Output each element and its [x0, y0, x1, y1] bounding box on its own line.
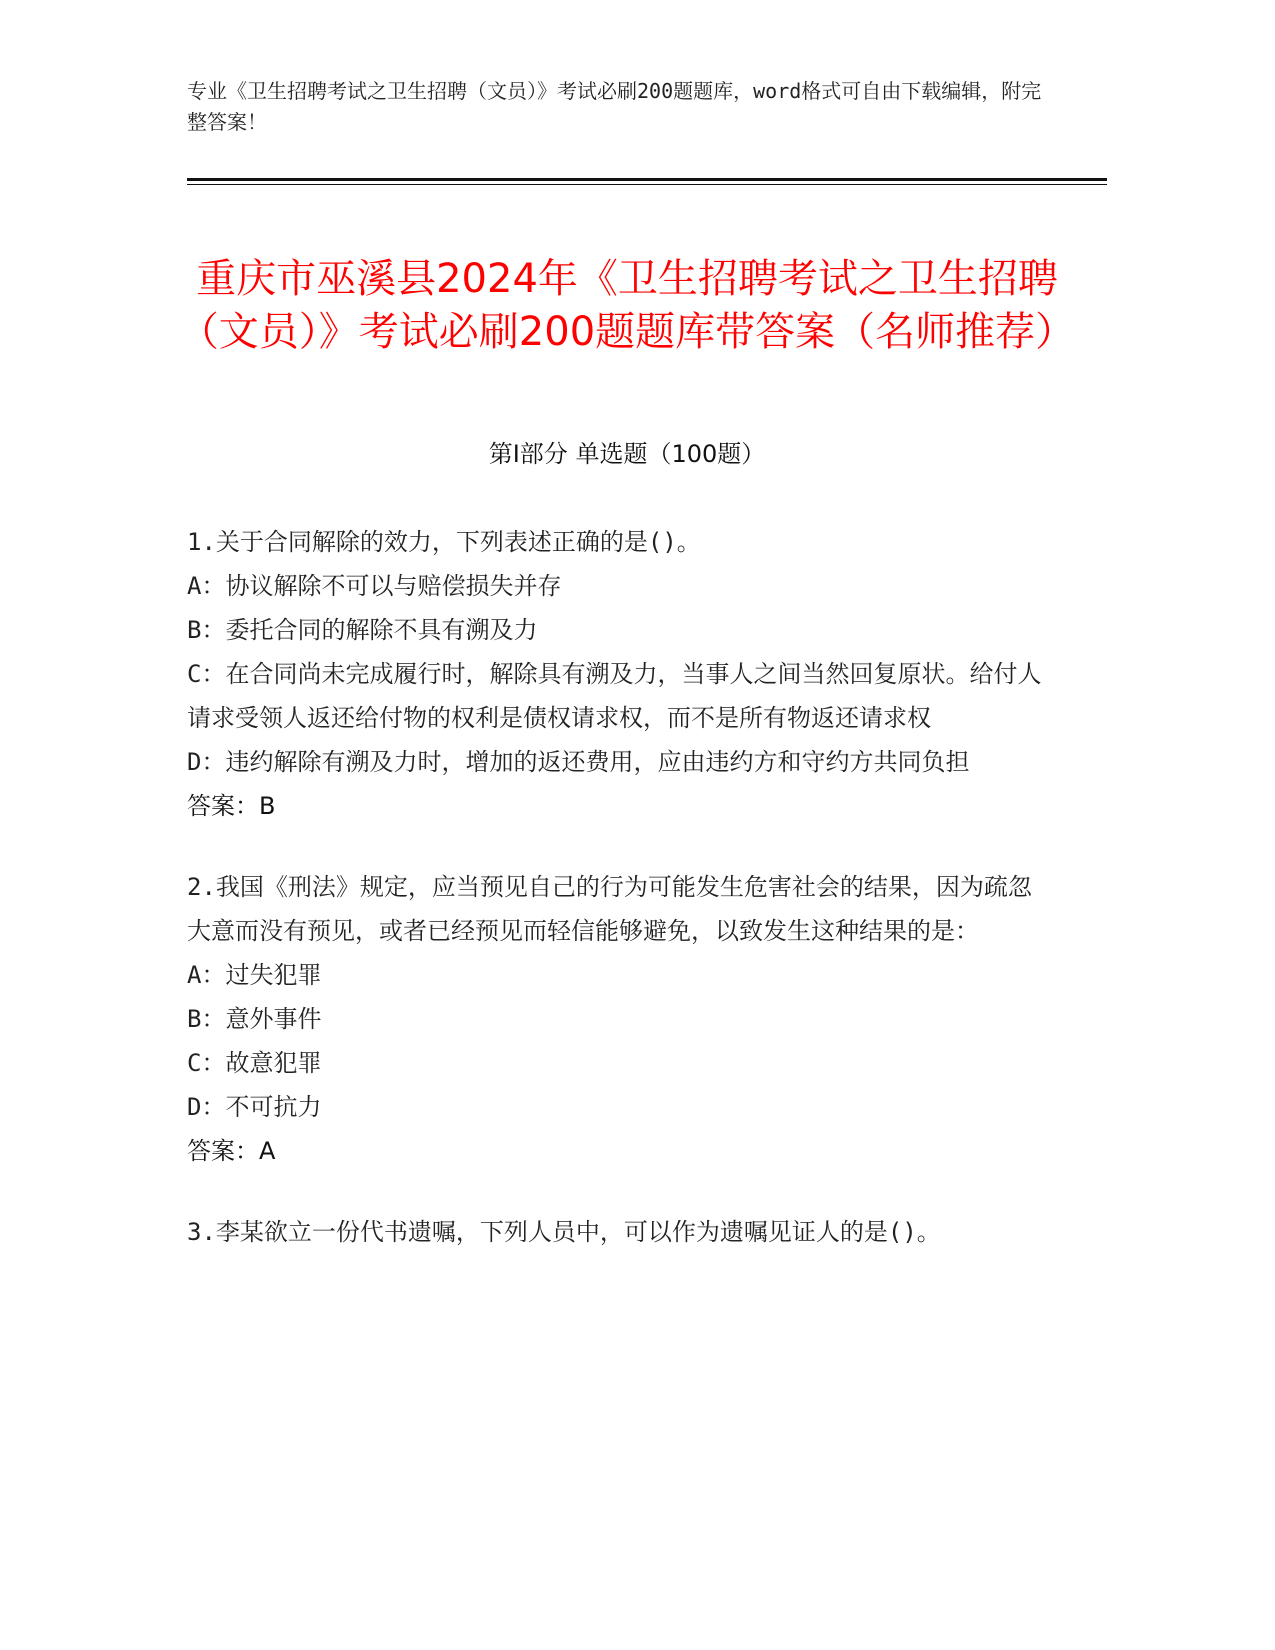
question-text: 2.我国《刑法》规定，应当预见自己的行为可能发生危害社会的结果，因为疏忽大意而没有预见，或者已经预见而轻信能够避免，以致发生这种结果的是：	[187, 873, 1032, 945]
question-2	[187, 865, 1047, 1173]
header-note: 专业《卫生招聘考试之卫生招聘（文员）》考试必刷200题题库，word格式可自由下载编辑，附完整答案！	[187, 79, 1042, 134]
question-text: 3.李某欲立一份代书遗嘱，下列人员中，可以作为遗嘱见证人的是()。	[187, 1218, 941, 1246]
option-b: B：委托合同的解除不具有溯及力	[187, 616, 538, 644]
option-d: D：违约解除有溯及力时，增加的返还费用，应由违约方和守约方共同负担	[187, 748, 970, 776]
document-title: 重庆市巫溪县2024年《卫生招聘考试之卫生招聘（文员）》考试必刷200题题库带答案（名师推荐）	[178, 255, 1076, 355]
question-text: 1.关于合同解除的效力，下列表述正确的是()。	[187, 528, 701, 556]
header-divider-thin	[187, 184, 1107, 185]
question-list	[187, 520, 1047, 1291]
option-b: B：意外事件	[187, 1005, 322, 1033]
option-a: A：协议解除不可以与赔偿损失并存	[187, 572, 562, 600]
section-title: 第Ⅰ部分 单选题（100题）	[488, 440, 766, 468]
question-1	[187, 520, 1047, 828]
header-divider-thick	[187, 178, 1107, 181]
answer: 答案：B	[187, 792, 276, 820]
option-a: A：过失犯罪	[187, 961, 322, 989]
option-c: C：故意犯罪	[187, 1049, 322, 1077]
answer: 答案：A	[187, 1137, 276, 1165]
option-c: C：在合同尚未完成履行时，解除具有溯及力，当事人之间当然回复原状。给付人请求受领人返还给付物的权利是债权请求权，而不是所有物返还请求权	[187, 660, 1042, 732]
question-3	[187, 1210, 1047, 1254]
option-d: D：不可抗力	[187, 1093, 322, 1121]
